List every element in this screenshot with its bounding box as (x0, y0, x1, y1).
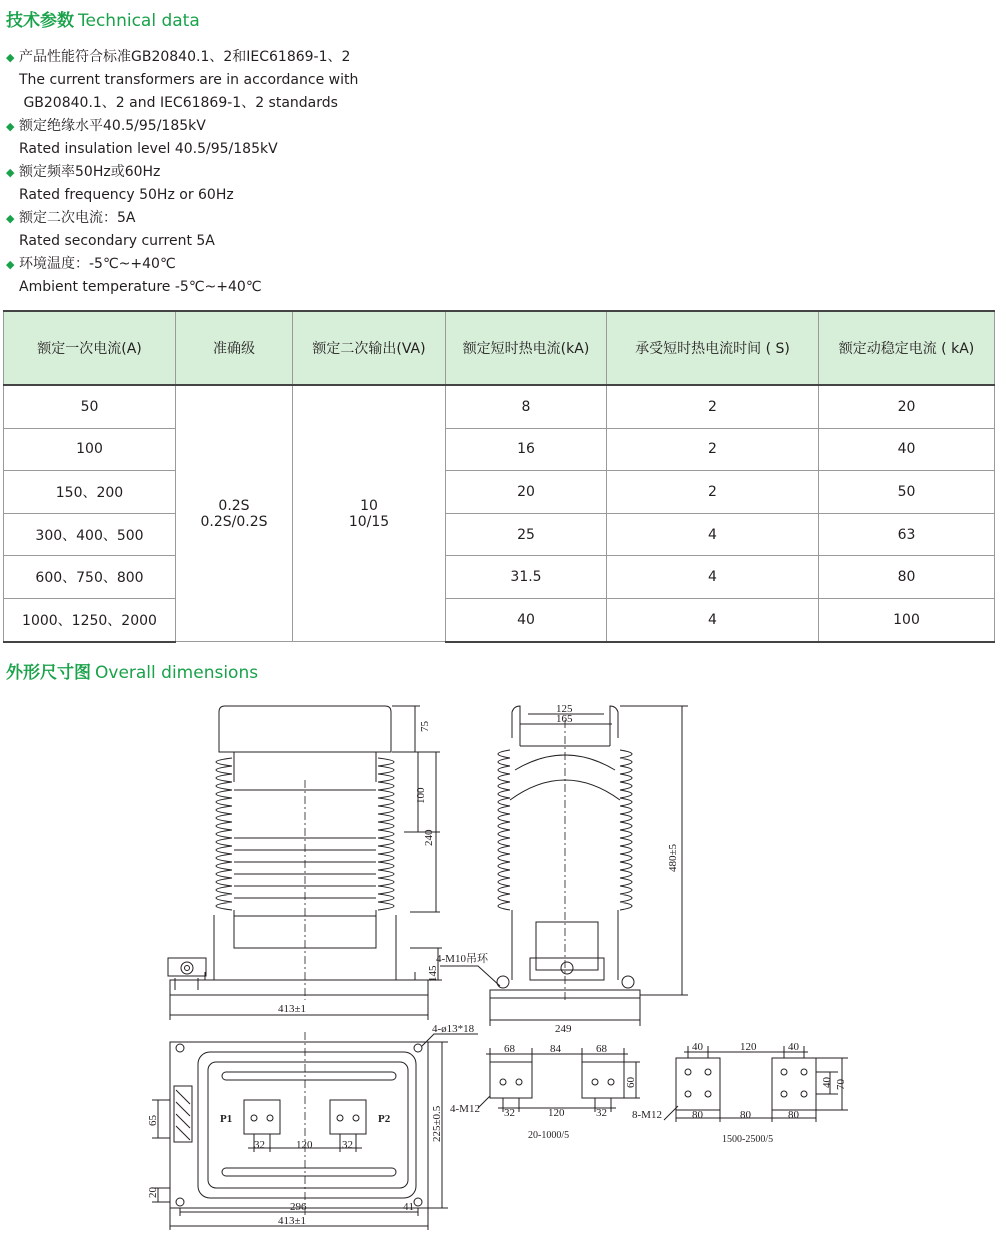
terminal-board-a (478, 1048, 640, 1112)
table-row (4, 598, 995, 641)
ta-caption: 20-1000/5 (528, 1130, 570, 1141)
spec-secondary-cn: ◆ 额定二次电流：5A (6, 207, 426, 230)
front-dim-240: 240 (423, 829, 435, 846)
dimensions-title-cn: 外形尺寸图 (6, 663, 91, 683)
front-dim-145: 145 (427, 965, 439, 982)
side-dim-height: 480±5 (667, 843, 679, 872)
accuracy-line-1: 0.2S (218, 497, 250, 514)
cell-time: 2 (607, 471, 819, 514)
cell-time: 4 (607, 598, 819, 641)
ta-dim-68b: 68 (596, 1043, 607, 1055)
output-line-2: 10/15 (348, 513, 390, 530)
front-view (168, 706, 500, 1020)
front-hook-label: 4-M10吊环 (436, 953, 488, 965)
tb-dim-70: 70 (835, 1079, 847, 1090)
cell-current: 100 (4, 428, 176, 471)
table-header-row (4, 311, 995, 385)
spec-standard-cn: ◆ 产品性能符合标准GB20840.1、2和IEC61869-1、2 (6, 46, 426, 69)
spec-ambient-cn: ◆ 环境温度：-5℃~+40℃ (6, 253, 426, 276)
technical-title-cn: 技术参数 (6, 11, 74, 31)
plan-dim-225: 225±0.5 (431, 1105, 443, 1142)
spec-ambient-en: Ambient temperature -5℃~+40℃ (19, 279, 262, 295)
front-dim-100: 100 (415, 787, 427, 804)
tb-dim-120: 120 (740, 1041, 757, 1053)
header-thermal-current: 额定短时热电流(kA) (446, 311, 607, 385)
spec-frequency-en: Rated frequency 50Hz or 60Hz (19, 187, 234, 203)
header-secondary-output: 额定二次输出(VA) (293, 311, 446, 385)
plan-dim-65: 65 (147, 1115, 159, 1126)
header-thermal-time: 承受短时热电流时间 ( S) (607, 311, 819, 385)
cell-thermal: 8 (446, 385, 607, 428)
table-row (4, 428, 995, 471)
tb-dim-80b: 80 (740, 1109, 751, 1121)
plan-dim-width: 413±1 (278, 1215, 307, 1227)
plan-dim-120: 120 (296, 1139, 313, 1151)
technical-data-title (6, 6, 200, 31)
cell-thermal: 31.5 (446, 556, 607, 599)
tb-bolt-label: 8-M12 (632, 1109, 662, 1121)
spec-frequency-cn: ◆ 额定频率50Hz或60Hz (6, 161, 426, 184)
side-dim-165: 165 (556, 713, 573, 725)
plan-dim-20: 20 (147, 1187, 159, 1198)
accuracy-line-2: 0.2S/0.2S (200, 513, 268, 530)
table-row (4, 471, 995, 514)
cell-current: 300、400、500 (4, 513, 176, 556)
plan-dim-296: 296 (290, 1201, 307, 1213)
dimensions-title-en: Overall dimensions (95, 663, 259, 683)
output-line-1: 10 (360, 497, 378, 514)
cell-dynamic: 63 (819, 513, 995, 556)
rating-table (3, 310, 995, 643)
dimension-drawing (0, 690, 1000, 1245)
dimensions-title (6, 658, 258, 683)
ta-dim-84: 84 (550, 1043, 561, 1055)
front-dim-width: 413±1 (278, 1003, 307, 1015)
plan-view (152, 1032, 478, 1230)
cell-time: 4 (607, 556, 819, 599)
cell-accuracy (176, 385, 293, 642)
spec-insulation-en: Rated insulation level 40.5/95/185kV (19, 141, 278, 157)
spec-secondary-en: Rated secondary current 5A (19, 233, 215, 249)
spec-list (6, 46, 426, 299)
spec-insulation-cn: ◆ 额定绝缘水平40.5/95/185kV (6, 115, 426, 138)
cell-current: 50 (4, 385, 176, 428)
cell-thermal: 20 (446, 471, 607, 514)
plan-dim-32a: 32 (254, 1139, 265, 1151)
table-row (4, 556, 995, 599)
tb-dim-40c: 40 (821, 1077, 833, 1088)
cell-time: 2 (607, 428, 819, 471)
tb-caption: 1500-2500/5 (722, 1134, 774, 1145)
header-dynamic-current: 额定动稳定电流 ( kA) (819, 311, 995, 385)
cell-output (293, 385, 446, 642)
header-primary-current: 额定一次电流(A) (4, 311, 176, 385)
cell-current: 150、200 (4, 471, 176, 514)
tb-dim-40a: 40 (692, 1041, 703, 1053)
cell-dynamic: 100 (819, 598, 995, 641)
cell-dynamic: 80 (819, 556, 995, 599)
front-dim-75: 75 (419, 721, 431, 732)
ta-dim-68a: 68 (504, 1043, 515, 1055)
ta-bolt-label: 4-M12 (450, 1103, 480, 1115)
tb-dim-40b: 40 (788, 1041, 799, 1053)
side-view (490, 706, 688, 1026)
cell-thermal: 40 (446, 598, 607, 641)
side-dim-125: 125 (556, 703, 573, 715)
cell-current: 600、750、800 (4, 556, 176, 599)
ta-dim-32a: 32 (504, 1107, 515, 1119)
tb-dim-80c: 80 (788, 1109, 799, 1121)
cell-thermal: 25 (446, 513, 607, 556)
spec-standard-en-1: The current transformers are in accordance with (19, 72, 359, 88)
technical-title-en: Technical data (78, 11, 200, 31)
cell-time: 4 (607, 513, 819, 556)
cell-current: 1000、1250、2000 (4, 598, 176, 641)
table-row (4, 385, 995, 428)
plan-dim-32b: 32 (342, 1139, 353, 1151)
table-row (4, 513, 995, 556)
plan-holes-label: 4-ø13*18 (432, 1023, 475, 1035)
cell-dynamic: 20 (819, 385, 995, 428)
plan-p1: P1 (220, 1113, 233, 1125)
cell-time: 2 (607, 385, 819, 428)
header-accuracy: 准确级 (176, 311, 293, 385)
plan-dim-41: 41 (403, 1201, 414, 1213)
ta-dim-120: 120 (548, 1107, 565, 1119)
ta-dim-60: 60 (625, 1077, 637, 1088)
side-dim-249: 249 (555, 1023, 572, 1035)
cell-dynamic: 40 (819, 428, 995, 471)
plan-p2: P2 (378, 1113, 391, 1125)
ta-dim-32b: 32 (596, 1107, 607, 1119)
spec-standard-en-2: GB20840.1、2 and IEC61869-1、2 standards (19, 95, 338, 111)
cell-thermal: 16 (446, 428, 607, 471)
cell-dynamic: 50 (819, 471, 995, 514)
tb-dim-80a: 80 (692, 1109, 703, 1121)
